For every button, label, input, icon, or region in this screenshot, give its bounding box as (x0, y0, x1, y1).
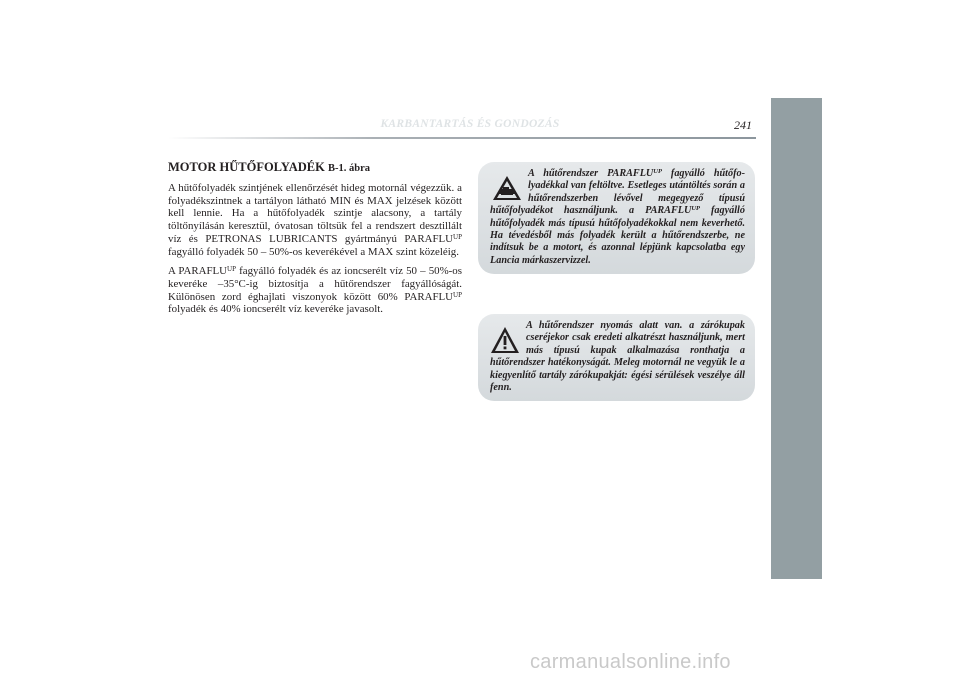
engine-warning-icon (492, 174, 522, 202)
chapter-side-tab (771, 98, 822, 579)
warning-text-pressure: A hűtőrendszer nyomás alatt van. a zárókupak cseréjekor csak eredeti alkatrészt használjunk, mert más típusú kupak alkalmazása ronthatja a hűtőrendszer hatékonyságát. Meleg motornál ne vegyük le a kiegyenlítő tartály zárókupakját: égési sérülések veszélye áll fenn. (490, 320, 745, 394)
paragraph-coolant-check (168, 182, 462, 258)
exclamation-warning-icon (490, 326, 520, 354)
paragraph-antifreeze-mix (168, 265, 462, 316)
para1-text-a: A hűtőfolyadék szintjének ellenőrzését hideg motornál végezzük. a folyadékszintnek a tartályon látható MIN és MAX jelzések között kell lennie. Ha a hűtőfolyadék szintje alacsony, a tartály töltőnyílásán keresztül, óvatosan töltsük fel a rendszert desztillált víz és PETRONAS LUBRICANTS gyártmányú PARAFLU (168, 182, 462, 245)
page-number: 241 (734, 118, 752, 132)
para1-text-b: fagyálló folyadék 50 – 50%-os keverékével a MAX szint közeléig. (168, 245, 459, 258)
para2-text-b: fagyálló folyadék és az ioncserélt víz 50 – 50%-os keveréke –35°C-ig biztosítja a hűtőrendszer fagyállóságát. Különösen zord éghajlati viszonyok között 60% PARAFLU (168, 265, 462, 303)
warning-box-antifreeze (478, 162, 755, 274)
header-rule (168, 137, 756, 139)
warning1-text-c: fagyálló hűtőfolyadék más típusú hűtőfolyadékokkal nem keverhető. Ha tévedésből más folyadék került a hűtőrendszerbe, ne indítsuk be a motort, és azonnal lépjünk kapcsolatba egy Lancia márkaszervizzel. (490, 205, 745, 266)
warning-box-pressure (478, 314, 755, 401)
para2-superscript-2: UP (453, 290, 462, 299)
heading-text: MOTOR HŰTŐFOLYADÉK (168, 160, 325, 174)
para2-superscript-1: UP (227, 265, 236, 274)
section-heading (168, 160, 462, 176)
warning1-superscript-2: UP (691, 205, 700, 213)
warning-text-antifreeze (490, 168, 745, 267)
para2-text-a: A PARAFLU (168, 265, 228, 278)
warning1-superscript-1: UP (653, 168, 662, 175)
para2-text-c: folyadék és 40% ioncserélt víz keveréke javasolt. (168, 303, 384, 316)
section-header-title: KARBANTARTÁS ÉS GONDOZÁS (380, 118, 560, 130)
para1-superscript: UP (453, 232, 462, 241)
site-watermark: carmanualsonline.info (530, 651, 731, 673)
main-text-column (168, 160, 462, 323)
warning1-text-a: A hűtőrendszer PARAFLU (528, 168, 654, 179)
warning1-text-b: fagyálló hűtőfolyadékkal van feltöltve. Esetleges utántöltés során a hűtőrendszerben lévővel megegyező típusú hűtőfolyadékot használjunk. a PARAFLU (490, 168, 745, 217)
figure-reference: B-1. ábra (328, 163, 370, 174)
